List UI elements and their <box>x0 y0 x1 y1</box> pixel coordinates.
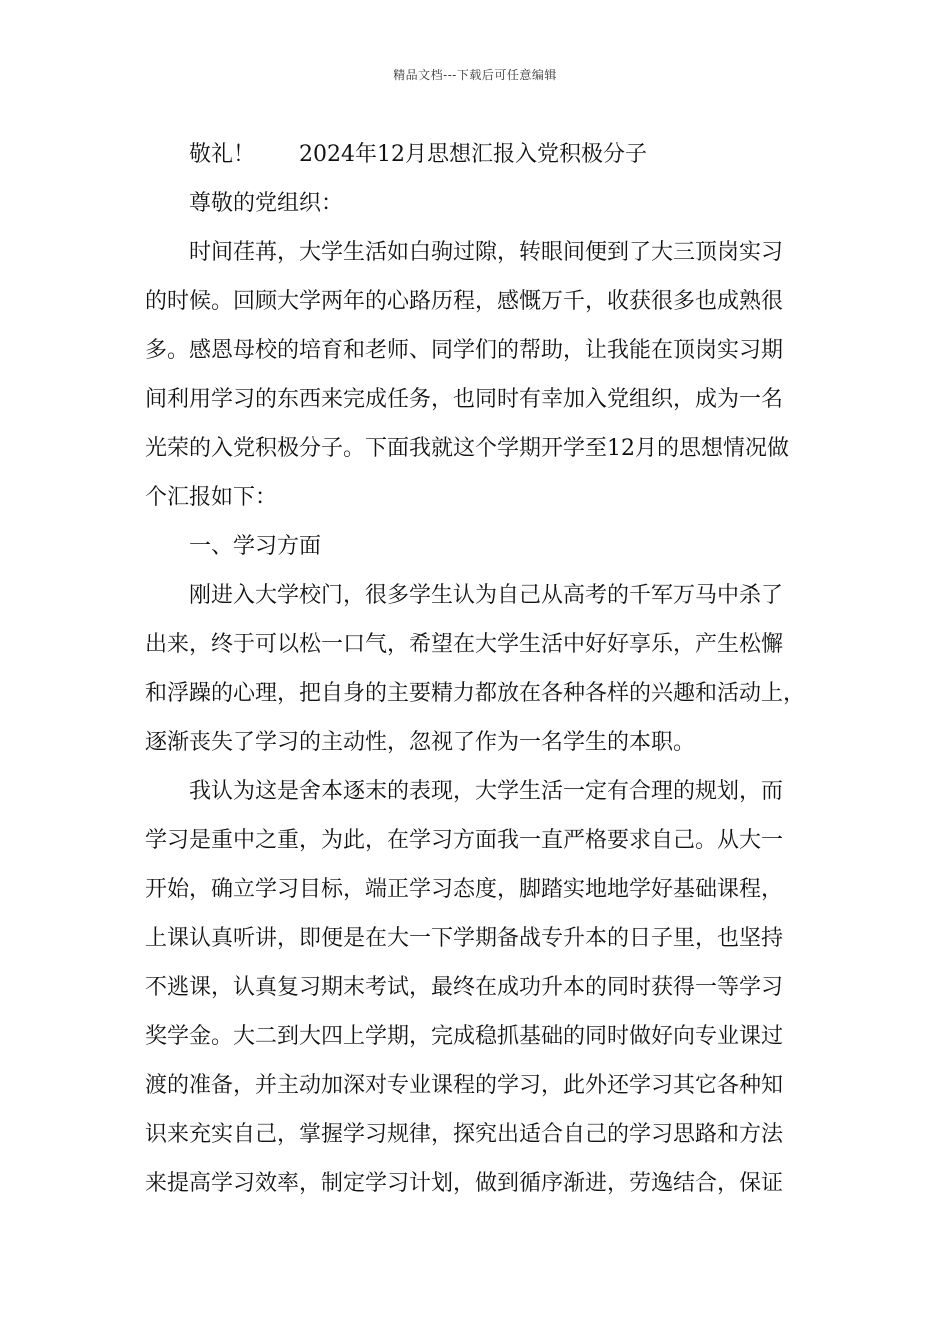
title-line <box>145 130 815 179</box>
body-line: 我认为这是舍本逐末的表现，大学生活一定有合理的规划，而 <box>189 779 784 804</box>
page-header: 精品文档---下载后可任意编辑 <box>393 68 557 82</box>
body-line: 刚进入大学校门，很多学生认为自己从高考的千军万马中杀了 <box>189 583 784 608</box>
body-line: 的时候。回顾大学两年的心路历程，感慨万千，收获很多也成熟很 <box>145 289 784 314</box>
body-line: 一、学习方面 <box>189 534 322 559</box>
body-line: 时间荏苒，大学生活如白驹过隙，转眼间便到了大三顶岗实习 <box>189 240 784 265</box>
body-line: 光荣的入党积极分子。下面我就这个学期开学至12月的思想情况做 <box>145 436 789 461</box>
body-line: 开始，确立学习目标，端正学习态度，脚踏实地地学好基础课程， <box>145 877 784 902</box>
body-line: 学习是重中之重，为此，在学习方面我一直严格要求自己。从大一 <box>145 828 784 853</box>
body-line: 间利用学习的东西来完成任务，也同时有幸加入党组织，成为一名 <box>145 387 784 412</box>
document-title: 2024年12月思想汇报入党积极分子 <box>299 142 647 167</box>
body-line: 个汇报如下： <box>145 485 278 510</box>
body-line: 和浮躁的心理，把自身的主要精力都放在各种各样的兴趣和活动上， <box>145 681 806 706</box>
body-line: 出来，终于可以松一口气，希望在大学生活中好好享乐，产生松懈 <box>145 632 784 657</box>
body-line: 奖学金。大二到大四上学期，完成稳抓基础的同时做好向专业课过 <box>145 1024 784 1049</box>
body-line: 来提高学习效率，制定学习计划，做到循序渐进，劳逸结合，保证 <box>145 1171 784 1196</box>
document-body <box>145 130 815 1208</box>
salutation: 尊敬的党组织： <box>189 191 344 216</box>
body-paragraphs <box>145 228 815 1208</box>
body-line: 多。感恩母校的培育和老师、同学们的帮助，让我能在顶岗实习期 <box>145 338 784 363</box>
greeting-text: 敬礼！ <box>189 142 256 167</box>
body-line: 渡的准备，并主动加深对专业课程的学习，此外还学习其它各种知 <box>145 1073 784 1098</box>
body-line: 逐渐丧失了学习的主动性，忽视了作为一名学生的本职。 <box>145 730 696 755</box>
body-line: 不逃课，认真复习期末考试，最终在成功升本的同时获得一等学习 <box>145 975 784 1000</box>
body-line: 识来充实自己，掌握学习规律，探究出适合自己的学习思路和方法 <box>145 1122 784 1147</box>
body-line: 上课认真听讲，即便是在大一下学期备战专升本的日子里，也坚持 <box>145 926 784 951</box>
